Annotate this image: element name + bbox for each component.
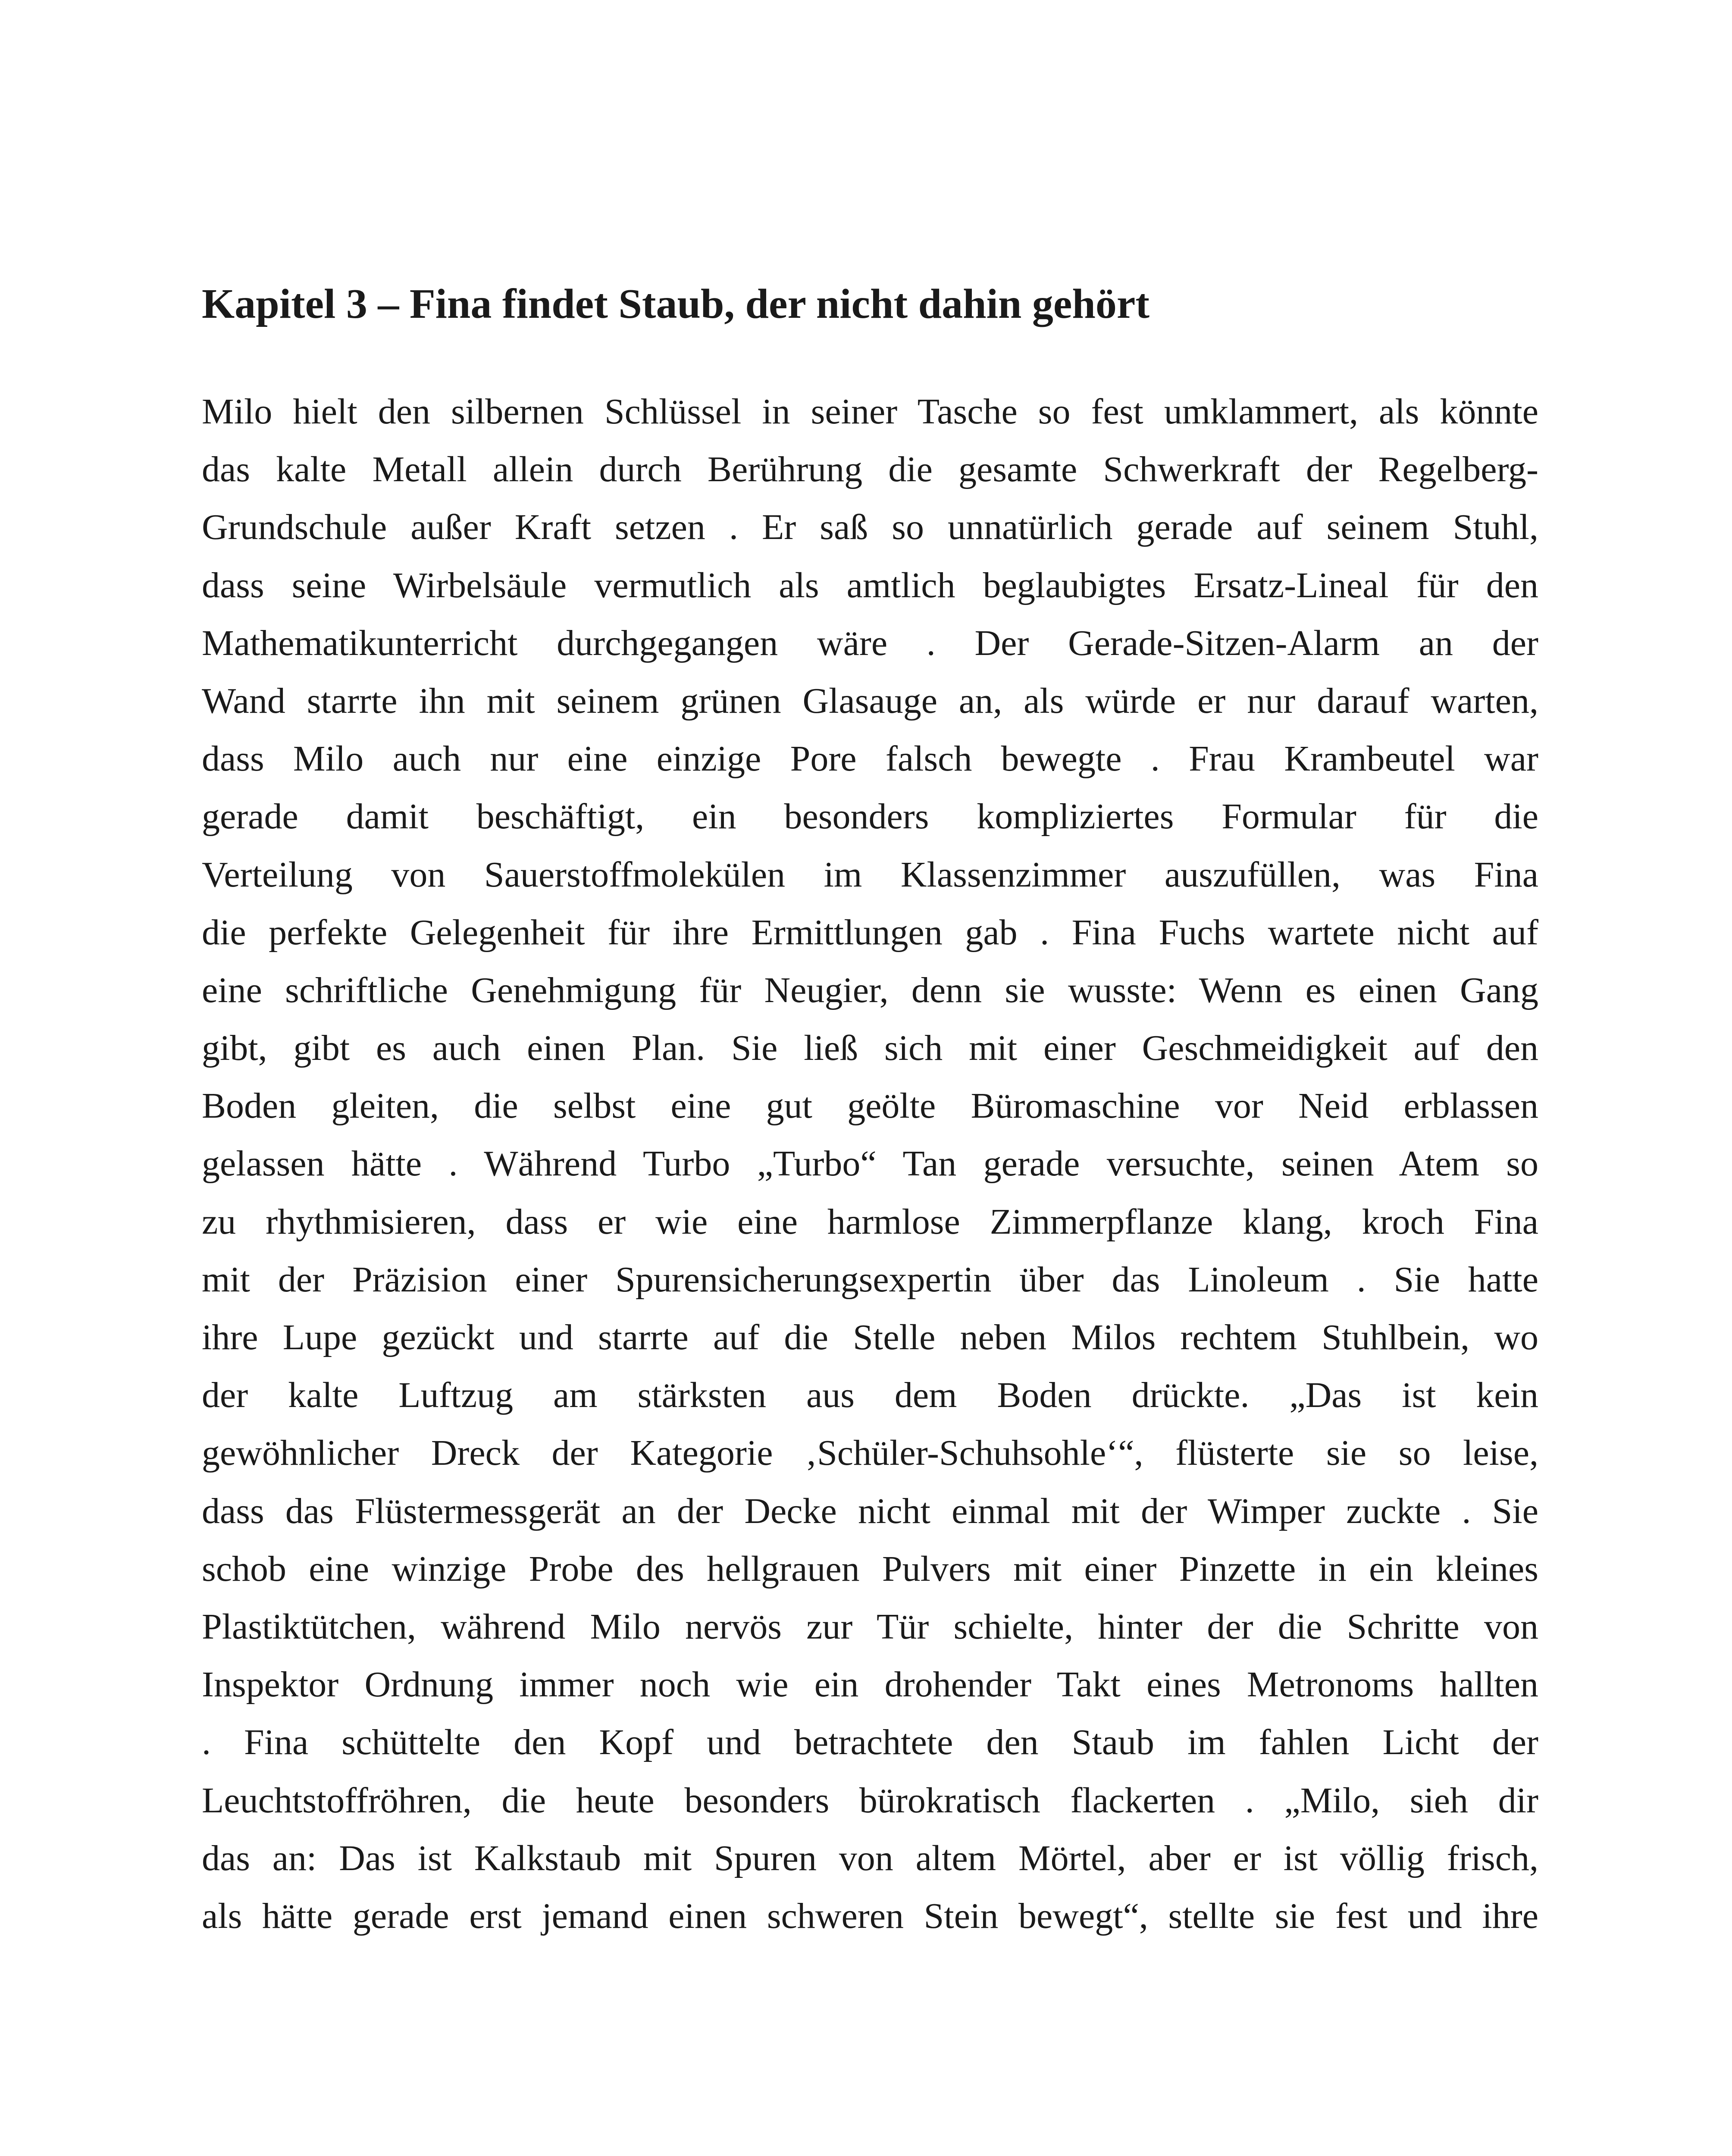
text-line: gewöhnlicher Dreck der Kategorie ‚Schüler-Schuhsohle‘“, flüsterte sie so leise, xyxy=(202,1433,1538,1473)
text-line: Verteilung von Sauerstoffmolekülen im Klassenzimmer auszufüllen, was Fina xyxy=(202,854,1538,895)
text-line: das kalte Metall allein durch Berührung die gesamte Schwerkraft der Regelberg- xyxy=(202,449,1538,490)
text-line: Grundschule außer Kraft setzen . Er saß so unnatürlich gerade auf seinem Stuhl, xyxy=(202,507,1538,548)
text-line: Milo hielt den silbernen Schlüssel in seiner Tasche so fest umklammert, als könnte xyxy=(202,392,1538,432)
body-paragraph xyxy=(202,383,1538,1945)
text-line: Inspektor Ordnung immer noch wie ein drohender Takt eines Metronoms hallten xyxy=(202,1664,1538,1705)
text-line: schob eine winzige Probe des hellgrauen Pulvers mit einer Pinzette in ein kleines xyxy=(202,1548,1538,1589)
text-line: dass das Flüstermessgerät an der Decke nicht einmal mit der Wimper zuckte . Sie xyxy=(202,1491,1538,1531)
text-line: dass seine Wirbelsäule vermutlich als amtlich beglaubigtes Ersatz-Lineal für den xyxy=(202,565,1538,605)
text-line: gerade damit beschäftigt, ein besonders kompliziertes Formular für die xyxy=(202,796,1538,837)
text-line: als hätte gerade erst jemand einen schweren Stein bewegt“, stellte sie fest und ihre xyxy=(202,1896,1538,1936)
text-line: Wand starrte ihn mit seinem grünen Glasauge an, als würde er nur darauf warten, xyxy=(202,680,1538,721)
chapter-title: Kapitel 3 – Fina findet Staub, der nicht dahin gehört xyxy=(202,281,1150,327)
text-line: ihre Lupe gezückt und starrte auf die Stelle neben Milos rechtem Stuhlbein, wo xyxy=(202,1317,1538,1357)
text-line: gelassen hätte . Während Turbo „Turbo“ Tan gerade versuchte, seinen Atem so xyxy=(202,1144,1538,1184)
text-line: Boden gleiten, die selbst eine gut geölte Büromaschine vor Neid erblassen xyxy=(202,1086,1538,1126)
text-line: gibt, gibt es auch einen Plan. Sie ließ sich mit einer Geschmeidigkeit auf den xyxy=(202,1028,1538,1069)
text-line: zu rhythmisieren, dass er wie eine harmlose Zimmerpflanze klang, kroch Fina xyxy=(202,1201,1538,1242)
text-line: . Fina schüttelte den Kopf und betrachtete den Staub im fahlen Licht der xyxy=(202,1722,1538,1763)
text-line: der kalte Luftzug am stärksten aus dem Boden drückte. „Das ist kein xyxy=(202,1375,1538,1416)
text-line: Leuchtstoffröhren, die heute besonders bürokratisch flackerten . „Milo, sieh dir xyxy=(202,1780,1538,1821)
text-line: das an: Das ist Kalkstaub mit Spuren von altem Mörtel, aber er ist völlig frisch, xyxy=(202,1838,1538,1878)
text-line: dass Milo auch nur eine einzige Pore falsch bewegte . Frau Krambeutel war xyxy=(202,739,1538,779)
text-line: Mathematikunterricht durchgegangen wäre . Der Gerade-Sitzen-Alarm an der xyxy=(202,623,1538,663)
text-line: mit der Präzision einer Spurensicherungsexpertin über das Linoleum . Sie hatte xyxy=(202,1259,1538,1300)
text-line: Plastiktütchen, während Milo nervös zur Tür schielte, hinter der die Schritte von xyxy=(202,1606,1538,1647)
text-line: die perfekte Gelegenheit für ihre Ermittlungen gab . Fina Fuchs wartete nicht auf xyxy=(202,912,1538,953)
text-line: eine schriftliche Genehmigung für Neugier, denn sie wusste: Wenn es einen Gang xyxy=(202,970,1538,1010)
